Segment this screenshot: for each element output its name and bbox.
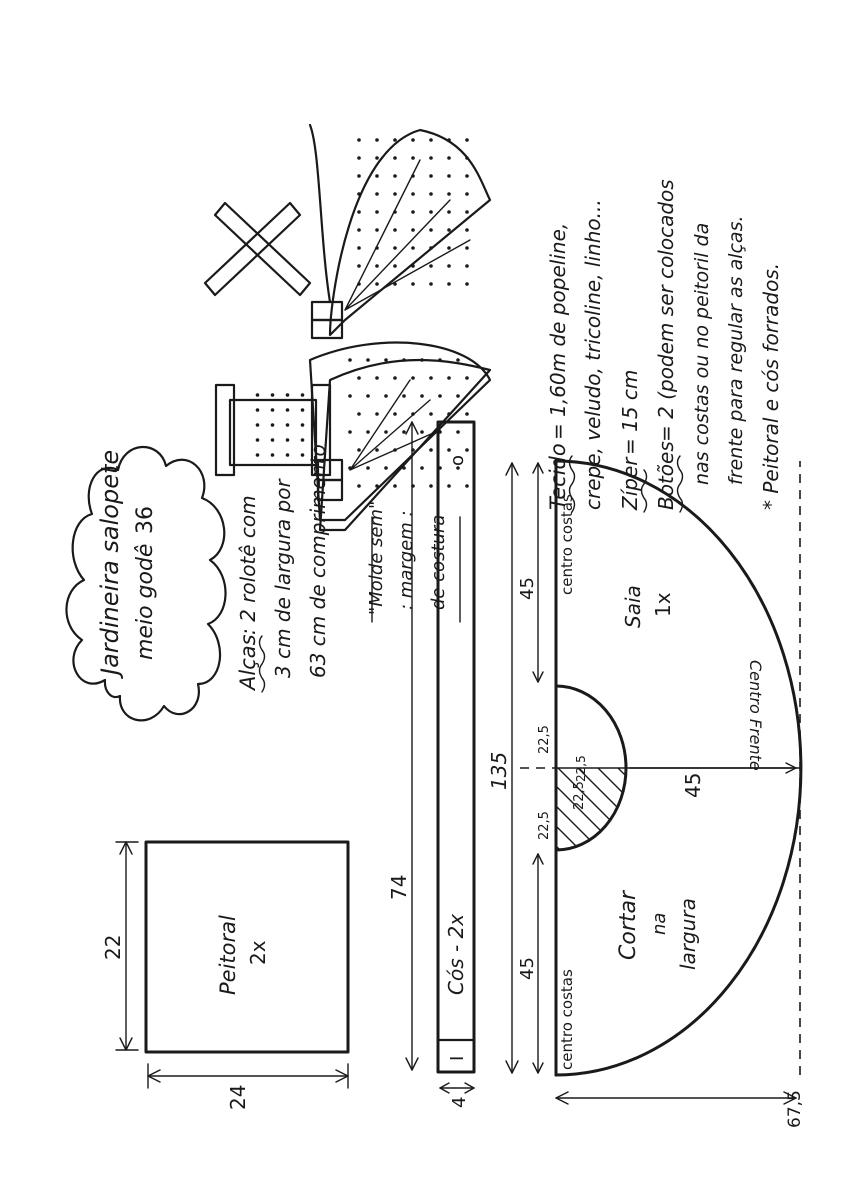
alcas-note bbox=[236, 444, 330, 692]
polka-dot bbox=[286, 438, 290, 442]
polka-dot bbox=[384, 466, 388, 470]
saia-right-width: 45 bbox=[517, 577, 538, 600]
polka-dot bbox=[429, 282, 433, 286]
molde-line3: de costura bbox=[428, 514, 449, 610]
materials-note: * Peitoral e cós forrados. bbox=[759, 262, 783, 510]
saia-height: 67,5 bbox=[785, 1090, 805, 1128]
alcas-head: Alças bbox=[236, 634, 260, 690]
polka-dot bbox=[447, 264, 451, 268]
polka-dot bbox=[393, 156, 397, 160]
polka-dot bbox=[411, 138, 415, 142]
peitoral-count: 2x bbox=[246, 940, 270, 965]
polka-dot bbox=[411, 412, 415, 416]
polka-dot bbox=[384, 394, 388, 398]
polka-dot bbox=[375, 246, 379, 250]
polka-dot bbox=[447, 448, 451, 452]
polka-dot bbox=[465, 448, 469, 452]
polka-dot bbox=[447, 484, 451, 488]
polka-dot bbox=[301, 453, 305, 457]
saia-left-width: 45 bbox=[517, 957, 538, 980]
polka-dot bbox=[429, 448, 433, 452]
saia-inner-c: 22,5 bbox=[537, 725, 552, 754]
polka-dot bbox=[411, 264, 415, 268]
polka-dot bbox=[465, 282, 469, 286]
polka-dot bbox=[411, 192, 415, 196]
polka-dot bbox=[375, 138, 379, 142]
botoes-1: = 2 (podem ser colocados bbox=[654, 179, 678, 442]
alcas-text1: : 2 rolotê com bbox=[236, 495, 260, 635]
polka-dot bbox=[357, 412, 361, 416]
polka-dot bbox=[256, 393, 260, 397]
tecido-head: Tecido bbox=[546, 443, 570, 510]
polka-dot bbox=[301, 423, 305, 427]
polka-dot bbox=[420, 430, 424, 434]
polka-dot bbox=[393, 264, 397, 268]
polka-dot bbox=[429, 174, 433, 178]
polka-dot bbox=[366, 430, 370, 434]
polka-dot bbox=[393, 448, 397, 452]
polka-dot bbox=[465, 376, 469, 380]
polka-dot bbox=[256, 423, 260, 427]
polka-dot bbox=[429, 264, 433, 268]
polka-dot bbox=[375, 376, 379, 380]
polka-dot bbox=[301, 438, 305, 442]
peitoral-piece bbox=[101, 842, 348, 1110]
polka-dot bbox=[420, 358, 424, 362]
polka-dot bbox=[393, 138, 397, 142]
peitoral-width: 22 bbox=[101, 934, 125, 960]
polka-dot bbox=[271, 423, 275, 427]
centro-costas-left: centro costas bbox=[558, 969, 576, 1070]
polka-dot bbox=[271, 438, 275, 442]
polka-dot bbox=[357, 246, 361, 250]
polka-dot bbox=[375, 412, 379, 416]
polka-dot bbox=[465, 228, 469, 232]
molde-note bbox=[366, 501, 460, 622]
polka-dot bbox=[393, 412, 397, 416]
polka-dot bbox=[256, 453, 260, 457]
cos-length: 74 bbox=[387, 874, 411, 900]
centro-costas-right: centro costas bbox=[558, 494, 576, 595]
polka-dot bbox=[465, 210, 469, 214]
polka-dot bbox=[429, 210, 433, 214]
title-size: 36 bbox=[133, 506, 158, 534]
polka-dot bbox=[375, 192, 379, 196]
polka-dot bbox=[438, 358, 442, 362]
polka-dot bbox=[271, 453, 275, 457]
polka-dot bbox=[357, 192, 361, 196]
polka-dot bbox=[357, 282, 361, 286]
polka-dot bbox=[286, 393, 290, 397]
polka-dot bbox=[357, 228, 361, 232]
polka-dot bbox=[465, 264, 469, 268]
polka-dot bbox=[429, 228, 433, 232]
peitoral-height: 24 bbox=[226, 1084, 250, 1110]
polka-dot bbox=[447, 174, 451, 178]
polka-dot bbox=[271, 408, 275, 412]
polka-dot bbox=[256, 408, 260, 412]
polka-dot bbox=[393, 246, 397, 250]
materials-notes bbox=[546, 179, 783, 512]
polka-dot bbox=[438, 430, 442, 434]
polka-dot bbox=[447, 412, 451, 416]
polka-dot bbox=[429, 484, 433, 488]
polka-dot bbox=[447, 376, 451, 380]
title-cloud bbox=[66, 447, 225, 720]
centro-frente: Centro Frente bbox=[746, 660, 765, 771]
cos-mark-right: o bbox=[447, 454, 468, 466]
polka-dot bbox=[384, 430, 388, 434]
polka-dot bbox=[411, 156, 415, 160]
polka-dot bbox=[402, 466, 406, 470]
polka-dot bbox=[429, 246, 433, 250]
polka-dot bbox=[375, 156, 379, 160]
polka-dot bbox=[348, 394, 352, 398]
polka-dot bbox=[402, 430, 406, 434]
polka-dot bbox=[271, 393, 275, 397]
polka-dot bbox=[456, 430, 460, 434]
polka-dot bbox=[357, 448, 361, 452]
cortar-2: na bbox=[649, 912, 670, 935]
polka-dot bbox=[286, 408, 290, 412]
saia-count: 1x bbox=[651, 592, 675, 617]
polka-dot bbox=[301, 408, 305, 412]
polka-dot bbox=[438, 394, 442, 398]
polka-dot bbox=[447, 156, 451, 160]
polka-dot bbox=[465, 412, 469, 416]
polka-dot bbox=[429, 412, 433, 416]
polka-dot bbox=[375, 264, 379, 268]
polka-dot bbox=[393, 228, 397, 232]
polka-dot bbox=[429, 156, 433, 160]
polka-dot bbox=[366, 358, 370, 362]
polka-dot bbox=[447, 210, 451, 214]
ziper-1: = 15 cm bbox=[618, 369, 642, 455]
polka-dot bbox=[465, 138, 469, 142]
polka-dot bbox=[357, 484, 361, 488]
polka-dot bbox=[465, 192, 469, 196]
polka-dot bbox=[456, 358, 460, 362]
cos-width: 4 bbox=[449, 1096, 470, 1108]
saia-radius: 45 bbox=[681, 772, 705, 798]
polka-dot bbox=[465, 156, 469, 160]
polka-dot bbox=[456, 466, 460, 470]
polka-dot bbox=[375, 484, 379, 488]
polka-dot bbox=[447, 282, 451, 286]
title-line2: meio godê bbox=[133, 543, 158, 660]
polka-dot bbox=[447, 138, 451, 142]
botoes-head: Botões bbox=[654, 441, 678, 510]
polka-dot bbox=[348, 466, 352, 470]
polka-dot bbox=[411, 282, 415, 286]
polka-dot bbox=[286, 423, 290, 427]
polka-dot bbox=[357, 376, 361, 380]
polka-dot bbox=[348, 358, 352, 362]
tecido-1: = 1,60m de popeline, bbox=[546, 222, 570, 440]
polka-dot bbox=[420, 394, 424, 398]
polka-dot bbox=[357, 264, 361, 268]
polka-dot bbox=[393, 174, 397, 178]
polka-dot bbox=[357, 138, 361, 142]
polka-dot bbox=[411, 484, 415, 488]
polka-dot bbox=[384, 358, 388, 362]
polka-dot bbox=[375, 282, 379, 286]
polka-dot bbox=[465, 246, 469, 250]
polka-dot bbox=[256, 438, 260, 442]
polka-dot bbox=[348, 430, 352, 434]
polka-dot bbox=[393, 376, 397, 380]
polka-dot bbox=[411, 210, 415, 214]
polka-dot bbox=[375, 228, 379, 232]
botoes-2: nas costas ou no peitoril da bbox=[691, 222, 713, 485]
polka-dot bbox=[465, 174, 469, 178]
polka-dot bbox=[420, 466, 424, 470]
polka-dot bbox=[375, 448, 379, 452]
peitoral-label: Peitoral bbox=[216, 915, 240, 995]
title-line1: Jardineira salopete bbox=[96, 449, 124, 675]
polka-dot bbox=[357, 210, 361, 214]
molde-line2: : margem : bbox=[396, 510, 417, 610]
polka-dot bbox=[366, 466, 370, 470]
polka-dot bbox=[286, 453, 290, 457]
polka-dot bbox=[438, 466, 442, 470]
polka-dot bbox=[447, 228, 451, 232]
alcas-text2: 3 cm de largura por bbox=[271, 479, 295, 678]
polka-dot bbox=[393, 282, 397, 286]
polka-dot bbox=[447, 192, 451, 196]
saia-total-width: 135 bbox=[487, 751, 511, 790]
cortar-3: largura bbox=[676, 898, 700, 970]
back-view-illustration bbox=[205, 125, 490, 338]
polka-dot bbox=[357, 174, 361, 178]
polka-dot bbox=[465, 484, 469, 488]
polka-dot bbox=[402, 394, 406, 398]
botoes-3: frente para regular as alças. bbox=[725, 215, 747, 485]
cortar-1: Cortar bbox=[616, 890, 641, 960]
polka-dot bbox=[402, 358, 406, 362]
ziper-head: Zíper bbox=[618, 457, 642, 510]
saia-inner-a: 22,5 bbox=[537, 811, 552, 840]
alcas-text3: 63 cm de comprimento bbox=[306, 444, 330, 678]
polka-dot bbox=[447, 246, 451, 250]
polka-dot bbox=[411, 376, 415, 380]
polka-dot bbox=[411, 228, 415, 232]
polka-dot bbox=[429, 138, 433, 142]
polka-dot bbox=[393, 192, 397, 196]
polka-dot bbox=[429, 376, 433, 380]
polka-dot bbox=[393, 210, 397, 214]
cos-label: Cós - 2x bbox=[444, 913, 468, 995]
polka-dot bbox=[456, 394, 460, 398]
polka-dot bbox=[411, 174, 415, 178]
polka-dot bbox=[357, 156, 361, 160]
molde-line1: "Molde sem" bbox=[366, 500, 387, 615]
saia-inner-b: 22,5 bbox=[572, 781, 587, 810]
saia-label: Saia bbox=[621, 585, 645, 628]
cos-mark-left: I bbox=[447, 1055, 468, 1061]
polka-dot bbox=[375, 210, 379, 214]
polka-dot bbox=[366, 394, 370, 398]
tecido-2: crepe, veludo, tricoline, linho... bbox=[581, 199, 605, 510]
polka-dot bbox=[301, 393, 305, 397]
polka-dot bbox=[375, 174, 379, 178]
saia-inner-d: 22,5 bbox=[574, 755, 588, 782]
polka-dot bbox=[411, 448, 415, 452]
polka-dot bbox=[411, 246, 415, 250]
saia-piece bbox=[487, 461, 805, 1128]
polka-dot bbox=[429, 192, 433, 196]
polka-dot bbox=[393, 484, 397, 488]
